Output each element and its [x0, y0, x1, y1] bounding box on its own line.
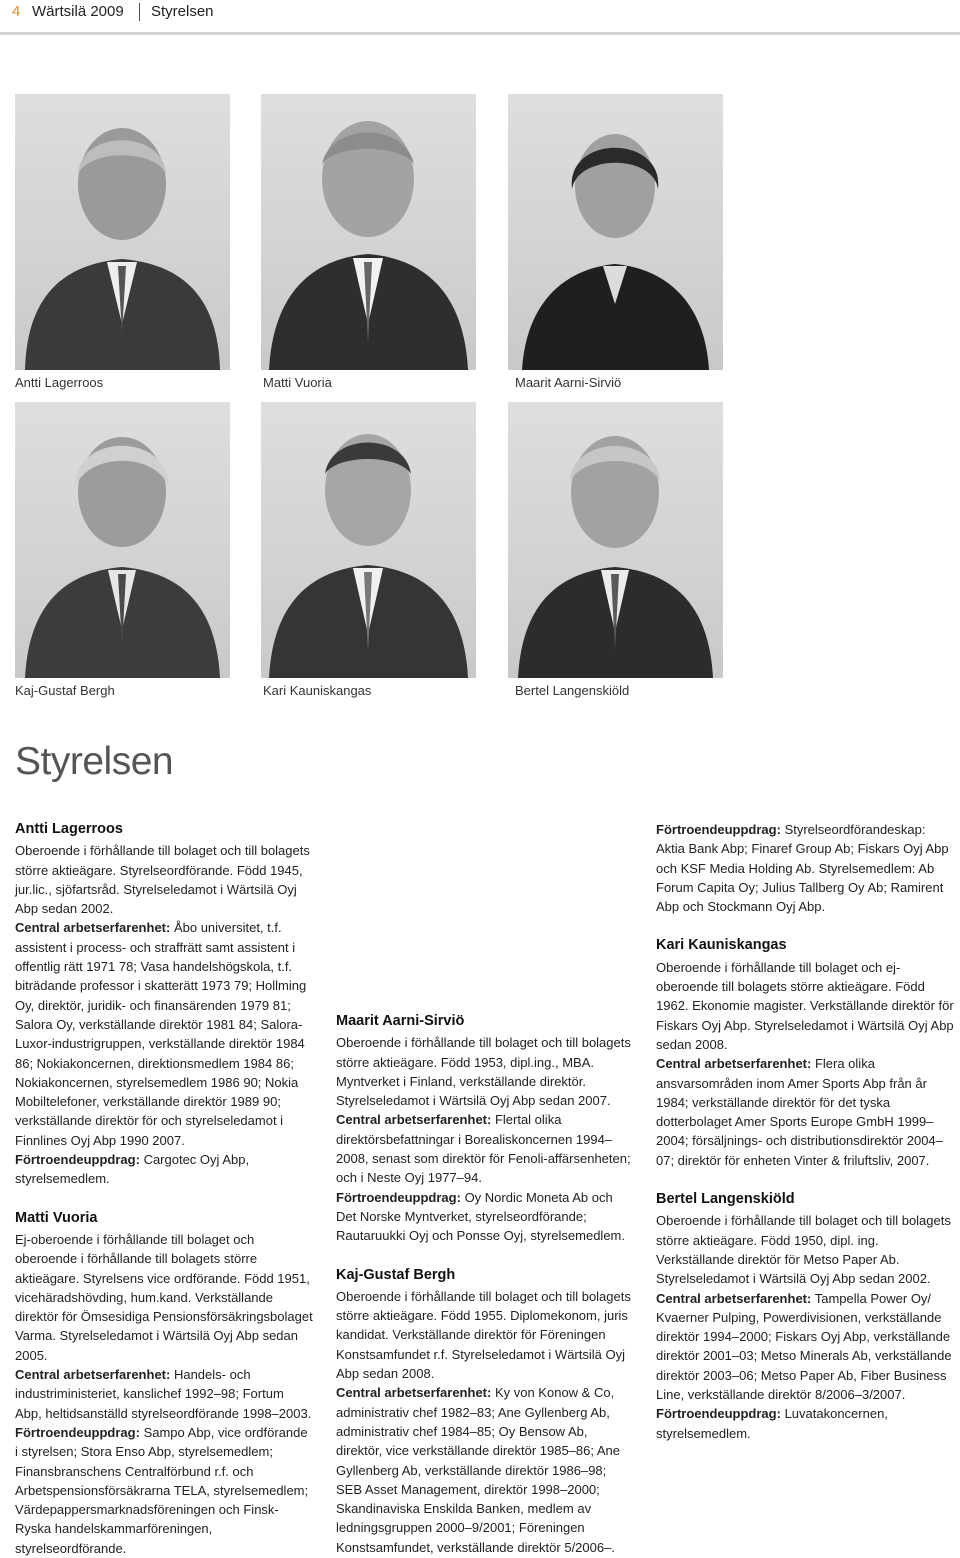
- experience-text: Tampella Power Oy/ Kvaerner Pulping, Powerdivisionen, verkställande direktör 1994–2000; Fiskars Oyj Abp, verkställande direktör 2001–03; Metso Minerals Ab, verkställande direktör 2003–06; Metso Paper Ab, Fiber Business Line, verkställande direktör 8/2006–3/2007.: [656, 1290, 952, 1403]
- member-name: Kaj-Gustaf Bergh: [336, 1266, 456, 1283]
- member-experience: [336, 1383, 634, 1557]
- page-header: [0, 0, 960, 27]
- member-name: Matti Vuoria: [15, 1209, 98, 1226]
- member-intro: Oberoende i förhållande till bolaget och ej-oberoende till bolagets större aktieägare. Född 1962. Ekonomie magister. Verkställande direktör för Fiskars Oyj Abp. Styrelseledamot i Wärtsilä Oyj Abp sedan 2008.: [656, 959, 954, 1052]
- member-name: Antti Lagerroos: [15, 821, 123, 837]
- positions-label: Förtroendeuppdrag:: [656, 822, 781, 837]
- portrait-photo: [508, 94, 723, 370]
- member-positions: [15, 1423, 313, 1558]
- positions-label: Förtroendeuppdrag:: [15, 1152, 140, 1168]
- experience-label: Central arbetserfarenhet:: [336, 1385, 492, 1401]
- positions-label: Förtroendeuppdrag:: [15, 1424, 140, 1440]
- experience-label: Central arbetserfarenhet:: [656, 1290, 812, 1306]
- member-intro: Ej-oberoende i förhållande till bolaget och oberoende i förhållande till bolagets större aktieägare. Styrelsens vice ordförande. Född 1951, vicehäradshövding, hum.kand. Verkställande direktör för Ömsesidiga Pensionsförsäkringsbolaget Varma. Styrelseledamot i Wärtsilä Oyj Abp sedan 2005.: [15, 1231, 313, 1363]
- photo-caption: Bertel Langenskiöld: [515, 683, 630, 698]
- member-experience: [15, 1365, 313, 1423]
- photo-caption: Kari Kauniskangas: [263, 683, 372, 698]
- member-intro: Oberoende i förhållande till bolaget och till bolagets större aktieägare. Styrelseordförande. Född 1945, jur.lic., sjöfartsråd. Styrelseledamot i Wärtsilä Oyj Abp sedan 2002.: [15, 843, 310, 917]
- experience-text: Åbo universitet, t.f. assistent i process- och straffrätt samt assistent i offentlig rätt 1971 78; Vasa handelshögskola, t.f. biträdande professor i skatterätt 1973 79; Hollming Oy, direktör, juridik- och finansärenden 1979 81; Salora Oy, verkställande direktör 1981 84; Salora-Luxor-industrigruppen, verkställande direktör 1984 86; Nokiakoncernen, direktionsmedlem 1984 86; Nokiakoncernen, styrelsemedlem 1986 90; Nokia Mobiltelefoner, verkställande direktör 1989 90; verkställande direktör för och styrelseledamot i Finnlines Oyj Abp 1990 2007.: [15, 920, 307, 1148]
- photo-caption: Kaj-Gustaf Bergh: [15, 683, 115, 698]
- header-divider: [139, 3, 140, 21]
- portrait-photo: [15, 402, 230, 678]
- positions-text: Sampo Abp, vice ordförande i styrelsen; Stora Enso Abp, styrelsemedlem; Finansbranschens Centralförbund r.f. och Arbetspensionsförsäkrarna TELA, styrelsemedlem; Värdepappersmarknadsföreningen och Finsk-Ryska handelskammarföreningen, styrelseordförande.: [15, 1424, 309, 1556]
- page-number: 4: [12, 3, 21, 20]
- experience-text: Handels- och industriministeriet, kanslichef 1992–98; Fortum Abp, heltidsanställd styrelseordförande 1998–2003.: [15, 1367, 312, 1421]
- section-title: Styrelsen: [151, 3, 214, 20]
- member-intro: Oberoende i förhållande till bolaget och till bolagets större aktieägare. Född 1953, dipl.ing., MBA. Myntverket i Finland, verkställande direktör. Styrelseledamot i Wärtsilä Oyj Abp sedan 2007.: [336, 1035, 631, 1109]
- experience-text: Ky von Konow & Co, administrativ chef 1982–83; Ane Gyllenberg Ab, administrativ chef 1984–85; Oy Bensow Ab, direktör, vice verkställande direktör 1985–86; Ane Gyllenberg Ab, verkställande direktör 1986–98; SEB Asset Management, direktör 1998–2000; Skandinaviska Enskilda Banken, medlem av ledningsgruppen 2000–9/2001; Föreningen Konstsamfundet, verkställande direktör 5/2006–.: [336, 1385, 621, 1555]
- member-positions: [336, 1188, 634, 1246]
- member-positions: [656, 820, 954, 916]
- member-experience: [336, 1110, 634, 1187]
- positions-text: Cargotec Oyj Abp, styrelsemedlem.: [15, 1152, 250, 1187]
- photo-caption: Matti Vuoria: [263, 375, 332, 390]
- member-positions: [15, 1150, 313, 1189]
- positions-label: Förtroendeuppdrag:: [336, 1189, 461, 1205]
- experience-text: Flertal olika direktörsbefattningar i Borealiskoncernen 1994–2008, senast som direktör för Fenoli-affärsenheten; och i Neste Oyj 1977–94.: [336, 1112, 631, 1186]
- experience-text: Flera olika ansvarsområden inom Amer Sports Abp från år 1984; verkställande direktör för det tyska dotterbolaget Amer Sports Europe GmbH 1999–2004; försäljnings- och distributionsdirektör 2004–07; direktör för enheten Vinter & friluftsliv, 2007.: [656, 1056, 943, 1168]
- text-column-2: [336, 1012, 634, 1557]
- member-experience: [656, 1289, 954, 1405]
- portrait-photo: [15, 94, 230, 370]
- positions-text: Luvatakoncernen, styrelsemedlem.: [656, 1406, 888, 1441]
- member-experience: [15, 918, 313, 1150]
- portrait-photo: [261, 402, 476, 678]
- member-name: Kari Kauniskangas: [656, 937, 787, 954]
- member-intro: Oberoende i förhållande till bolaget och till bolagets större aktieägare. Född 1950, dipl. ing. Verkställande direktör för Metso Paper Ab. Styrelseledamot i Wärtsilä Oyj Abp sedan 2002.: [656, 1213, 951, 1287]
- member-name: Maarit Aarni-Sirviö: [336, 1013, 465, 1029]
- text-column-1: [15, 820, 313, 1558]
- report-title: Wärtsilä 2009: [32, 3, 124, 20]
- experience-label: Central arbetserfarenhet:: [15, 1367, 171, 1383]
- portrait-photo: [261, 94, 476, 370]
- positions-label: Förtroendeuppdrag:: [656, 1406, 781, 1422]
- member-positions: [656, 1404, 954, 1443]
- photo-caption: Antti Lagerroos: [15, 375, 104, 390]
- experience-label: Central arbetserfarenhet:: [656, 1056, 812, 1072]
- member-name: Bertel Langenskiöld: [656, 1191, 795, 1208]
- portrait-photo: [508, 402, 723, 678]
- header-rule: [0, 32, 960, 35]
- experience-label: Central arbetserfarenhet:: [336, 1112, 492, 1128]
- page-title: Styrelsen: [15, 740, 174, 783]
- positions-text: Oy Nordic Moneta Ab och Det Norske Myntverket, styrelseordförande; Rautaruukki Oyj och Ponsse Oyj, styrelsemedlem.: [336, 1189, 625, 1244]
- experience-label: Central arbetserfarenhet:: [15, 920, 171, 936]
- positions-text: Styrelseordförandeskap: Aktia Bank Abp; Finaref Group Ab; Fiskars Oyj Abp och KSF Media Holding Ab. Styrelsemedlem: Ab Forum Capita Oy; Julius Tallberg Oy Ab; Ramirent Abp och Stockmann Oyj Abp.: [656, 822, 949, 915]
- member-experience: [656, 1054, 954, 1170]
- text-column-3: [656, 820, 954, 1443]
- photo-caption: Maarit Aarni-Sirviö: [515, 375, 622, 390]
- member-intro: Oberoende i förhållande till bolaget och till bolagets större aktieägare. Född 1955. Diplomekonom, juris kandidat. Verkställande direktör för Föreningen Konstsamfundet r.f. Styrelseledamot i Wärtsilä Oyj Abp sedan 2008.: [336, 1288, 631, 1382]
